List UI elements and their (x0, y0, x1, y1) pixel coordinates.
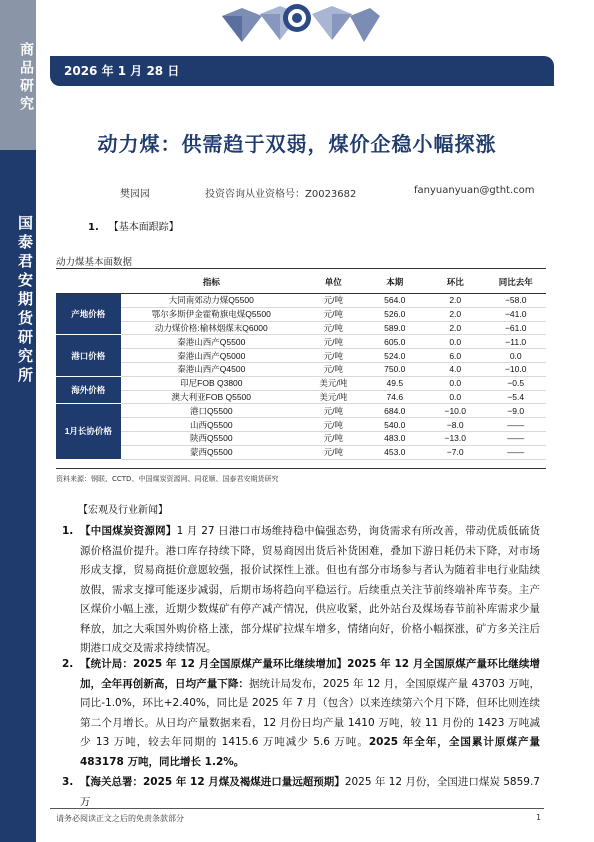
news-body: 2025 年 12 月份，全国进口煤炭 5859.7 万 (80, 776, 540, 808)
header-mom: 环比 (425, 270, 485, 294)
category-overseas-price: 海外价格 (56, 376, 121, 404)
table-row (56, 307, 546, 321)
unit-cell: 元/吨 (302, 294, 365, 308)
header-category (56, 270, 121, 294)
yoy-cell: 0.0 (485, 349, 546, 363)
mom-cell: 2.0 (425, 294, 485, 308)
table-row (56, 294, 546, 308)
header-current: 本期 (365, 270, 425, 294)
unit-cell: 元/吨 (302, 431, 365, 445)
yoy-cell: —— (485, 418, 546, 432)
unit-cell: 元/吨 (302, 349, 365, 363)
sidebar-institute-label: 国泰君安期货研究所 (16, 215, 34, 386)
table-row (56, 349, 546, 363)
unit-cell: 美元/吨 (302, 390, 365, 404)
yoy-cell: −41.0 (485, 307, 546, 321)
indicator-cell: 印尼FOB Q3800 (121, 376, 302, 390)
news-number: 1. (62, 525, 74, 537)
mom-cell: −13.0 (425, 431, 485, 445)
mom-cell: −7.0 (425, 445, 485, 459)
header-yoy: 同比去年 (485, 270, 546, 294)
indicator-cell: 蒙西Q5500 (121, 445, 302, 459)
table-row (56, 335, 546, 349)
section-news-heading: 【宏观及行业新闻】 (78, 505, 168, 516)
date-banner (50, 56, 554, 86)
table-source-note: 资料来源：钢联、CCTD、中国煤炭资源网、同花顺、国泰君安期货研究 (56, 475, 279, 483)
yoy-cell: −5.4 (485, 390, 546, 404)
table-header-row (56, 270, 546, 294)
author-email[interactable]: fanyuanyuan@gtht.com (414, 185, 535, 196)
mom-cell: 0.0 (425, 390, 485, 404)
table-row (56, 418, 546, 432)
section-label: 【基本面跟踪】 (108, 222, 179, 233)
indicator-cell: 澳大利亚FOB Q5500 (121, 390, 302, 404)
table-top-rule (56, 268, 546, 269)
table-row (56, 362, 546, 376)
header-indicator: 指标 (121, 270, 302, 294)
unit-cell: 元/吨 (302, 404, 365, 418)
indicator-cell: 陕西Q5500 (121, 431, 302, 445)
current-cell: 564.0 (365, 294, 425, 308)
author-license: 投资咨询从业资格号：Z0023682 (205, 189, 357, 200)
category-contract-price: 1月长协价格 (56, 404, 121, 459)
unit-cell: 元/吨 (302, 307, 365, 321)
table-row (56, 445, 546, 459)
section-fundamentals-heading (88, 218, 179, 233)
mom-cell: 2.0 (425, 307, 485, 321)
report-title: 动力煤：供需趋于双弱，煤价企稳小幅探涨 (97, 132, 497, 156)
news-source: 【中国煤炭资源网】 (80, 525, 177, 537)
yoy-cell: —— (485, 445, 546, 459)
page-number: 1 (536, 813, 542, 822)
table-caption: 动力煤基本面数据 (56, 257, 133, 268)
sidebar-category-label: 商品研究 (18, 42, 34, 114)
unit-cell: 美元/吨 (302, 376, 365, 390)
table-row (56, 321, 546, 335)
mom-cell: 6.0 (425, 349, 485, 363)
yoy-cell: −58.0 (485, 294, 546, 308)
current-cell: 684.0 (365, 404, 425, 418)
table-row (56, 431, 546, 445)
coal-fundamentals-table (56, 270, 546, 460)
indicator-cell: 秦港山西产Q5000 (121, 349, 302, 363)
unit-cell: 元/吨 (302, 335, 365, 349)
indicator-cell: 大同南郊动力煤Q5500 (121, 294, 302, 308)
footer-rule (50, 808, 544, 809)
category-origin-price: 产地价格 (56, 294, 121, 335)
mom-cell: −10.0 (425, 404, 485, 418)
news-item-2 (62, 655, 540, 772)
category-port-price: 港口价格 (56, 335, 121, 376)
news-number: 2. (62, 658, 74, 670)
yoy-cell: −9.0 (485, 404, 546, 418)
indicator-cell: 鄂尔多斯伊金霍勒旗电煤Q5500 (121, 307, 302, 321)
company-logo (212, 2, 382, 50)
indicator-cell: 动力煤价格:榆林烟煤末Q6000 (121, 321, 302, 335)
current-cell: 589.0 (365, 321, 425, 335)
indicator-cell: 港口Q5500 (121, 404, 302, 418)
mom-cell: 0.0 (425, 335, 485, 349)
header-unit: 单位 (302, 270, 365, 294)
indicator-cell: 秦港山西产Q4500 (121, 362, 302, 376)
mom-cell: 4.0 (425, 362, 485, 376)
current-cell: 453.0 (365, 445, 425, 459)
news-highlight: 2025 年全年，全国累计原煤产量 483178 万吨，同比增长 1.2%。 (80, 736, 540, 768)
current-cell: 540.0 (365, 418, 425, 432)
unit-cell: 元/吨 (302, 362, 365, 376)
news-item-1 (62, 522, 541, 659)
section-number: 1. (88, 222, 99, 233)
current-cell: 524.0 (365, 349, 425, 363)
news-item-3 (62, 773, 540, 808)
mom-cell: 0.0 (425, 376, 485, 390)
yoy-cell: −11.0 (485, 335, 546, 349)
unit-cell: 元/吨 (302, 321, 365, 335)
table-row (56, 376, 546, 390)
current-cell: 605.0 (365, 335, 425, 349)
news-headline: 【海关总署：2025 年 12 月煤及褐煤进口量远超预期】 (80, 776, 345, 788)
table-row (56, 390, 546, 404)
yoy-cell: —— (485, 431, 546, 445)
indicator-cell: 山西Q5500 (121, 418, 302, 432)
yoy-cell: −10.0 (485, 362, 546, 376)
mom-cell: −8.0 (425, 418, 485, 432)
table-bottom-rule (56, 468, 546, 469)
unit-cell: 元/吨 (302, 445, 365, 459)
current-cell: 526.0 (365, 307, 425, 321)
yoy-cell: −0.5 (485, 376, 546, 390)
yoy-cell: −61.0 (485, 321, 546, 335)
report-date: 2026 年 1 月 28 日 (64, 64, 180, 78)
footer-disclaimer: 请务必阅读正文之后的免责条款部分 (56, 814, 184, 823)
mom-cell: 2.0 (425, 321, 485, 335)
unit-cell: 元/吨 (302, 418, 365, 432)
news-body: 据统计局发布，2025 年 12 月，全国原煤产量 43703 万吨，同比-1.0%，环比+2.40%，同比是 2025 年 7 月（包含）以来连续第六个月下降，但环比则连续第二个月增长。从日均产量数据来看，12 月份日均产量 1410 万吨，较 11 月份的 1423 万吨减少 13 万吨，较去年同期的 1415.6 万吨减少 5.6 万吨。 (80, 677, 540, 748)
indicator-cell: 秦港山西产Q5500 (121, 335, 302, 349)
table-row (56, 404, 546, 418)
news-headline: 【统计局：2025 年 12 月全国原煤产量环比继续增加】2025 年 12 月全国原煤产量环比继续增加，全年再创新高，日均产量下降： (80, 658, 540, 690)
current-cell: 750.0 (365, 362, 425, 376)
current-cell: 74.6 (365, 390, 425, 404)
author-name: 樊园园 (120, 189, 150, 200)
current-cell: 483.0 (365, 431, 425, 445)
current-cell: 49.5 (365, 376, 425, 390)
news-number: 3. (62, 776, 74, 788)
news-body: 1 月 27 日港口市场维持稳中偏强态势，询货需求有所改善，带动优质低硫货源价格温价提升。港口库存持续下降，贸易商因出货后补货困难，叠加下游日耗仍未下降，对市场形成支撑，贸易商挺价意愿较强，报价试探性上涨。但也有部分市场参与者认为随着非电行业陆续放假，需求支撑可能逐步减弱，后期市场将趋向平稳运行。后续重点关注节前终端补库节奏。主产区煤价小幅上涨，近期少数煤矿有停产减产情况，供应收紧，此外站台及煤场春节前补库需求少量释放，加之大乘国外购价格上涨，部分煤矿拉煤车增多，情绪向好，价格小幅探涨，矿方多关注后期港口成交及需求持续情况。 (80, 525, 541, 654)
